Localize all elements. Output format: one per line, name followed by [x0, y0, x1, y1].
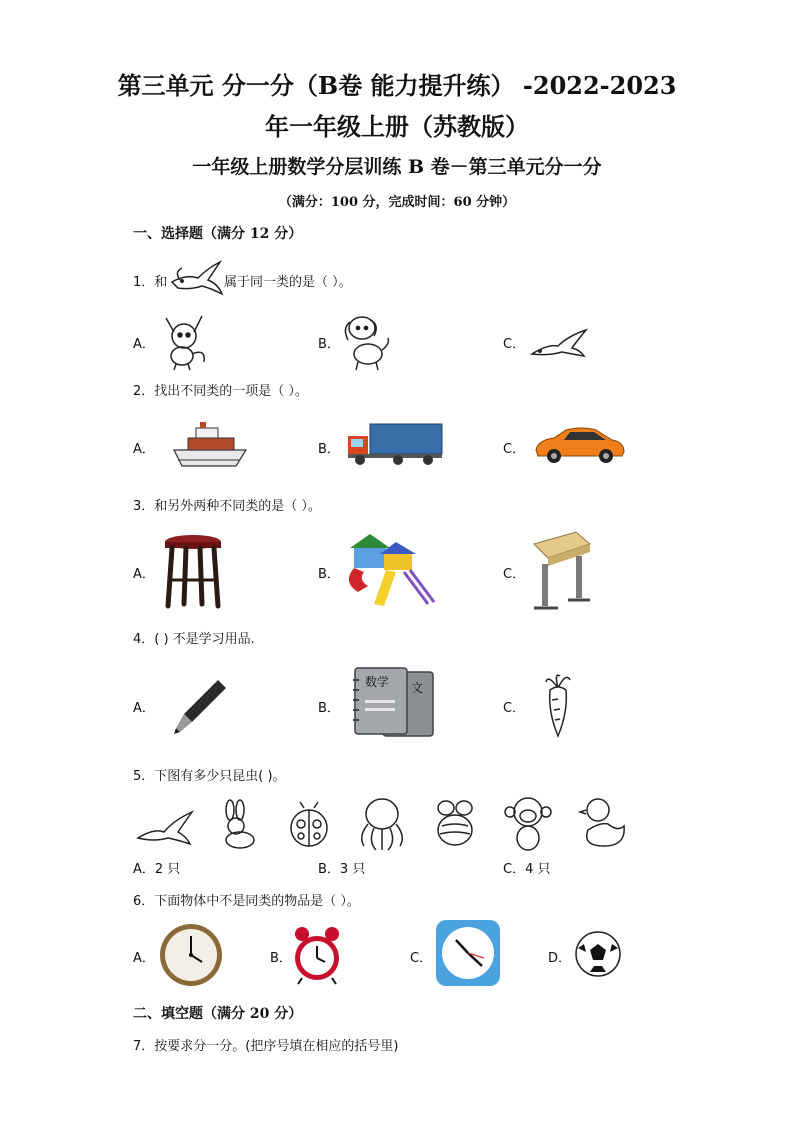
puppy-icon — [340, 310, 394, 372]
ladybug-icon — [286, 800, 332, 850]
question-2: 2．找出不同类的一项是（ ）。 — [133, 384, 308, 399]
carrot-icon — [540, 672, 576, 738]
question-1-prefix: 1．和 — [133, 275, 168, 290]
q3-option-b[interactable]: B． — [318, 567, 340, 582]
ship-icon — [170, 420, 250, 470]
alarm-clock-icon — [292, 924, 342, 986]
section-heading-fill: 二、填空题（满分 20 分） — [133, 1006, 303, 1022]
q4-option-a[interactable]: A． — [133, 701, 155, 716]
question-5: 5．下图有多少只昆虫( )。 — [133, 769, 286, 784]
question-3: 3．和另外两种不同类的是（ ）。 — [133, 499, 321, 514]
chinese-book-label: 文 — [411, 681, 424, 695]
soccer-ball-icon — [574, 930, 622, 978]
rabbit-icon — [218, 800, 258, 850]
q1-option-a[interactable]: A． — [133, 337, 155, 352]
q6-option-d[interactable]: D． — [548, 951, 572, 966]
octopus-icon — [356, 796, 408, 852]
q3-option-c[interactable]: C． — [503, 567, 526, 582]
fox-icon — [158, 310, 210, 372]
swallow-icon — [168, 254, 224, 302]
question-1-suffix: 属于同一类的是（ ）。 — [224, 275, 352, 290]
duck-icon — [578, 794, 628, 850]
wall-clock-icon — [158, 922, 224, 988]
playground-slide-icon — [344, 532, 438, 608]
subtitle: 一年级上册数学分层训练 B 卷－第三单元分一分 — [192, 156, 602, 178]
q4-option-b[interactable]: B． — [318, 701, 340, 716]
square-clock-icon — [434, 918, 502, 988]
q5-option-a[interactable]: A．2 只 — [133, 862, 181, 877]
monkey-icon — [502, 794, 554, 854]
stool-icon — [162, 534, 224, 610]
swallow-icon — [528, 320, 590, 360]
q6-option-c[interactable]: C． — [410, 951, 433, 966]
q2-option-b[interactable]: B． — [318, 442, 340, 457]
textbooks-icon — [353, 666, 435, 738]
q2-option-a[interactable]: A． — [133, 442, 155, 457]
question-6: 6．下面物体中不是同类的物品是（ ）。 — [133, 894, 360, 909]
q6-option-a[interactable]: A． — [133, 951, 155, 966]
title-line-1: 第三单元 分一分（B卷 能力提升练） -2022-2023 — [117, 71, 677, 100]
math-book-label: 数学 — [365, 675, 390, 689]
exam-info: （满分：100 分，完成时间：60 分钟） — [278, 195, 516, 210]
bee-icon — [430, 798, 480, 852]
q6-option-b[interactable]: B． — [270, 951, 292, 966]
q5-option-b[interactable]: B．3 只 — [318, 862, 366, 877]
section-heading-choice: 一、选择题（满分 12 分） — [133, 226, 303, 242]
car-icon — [532, 424, 626, 464]
title-line-2: 年一年级上册（苏教版） — [265, 112, 529, 141]
q4-option-c[interactable]: C． — [503, 701, 526, 716]
q5-option-c[interactable]: C．4 只 — [503, 862, 551, 877]
truck-icon — [346, 422, 444, 466]
q2-option-c[interactable]: C． — [503, 442, 526, 457]
pen-icon — [170, 676, 230, 736]
swallow-icon — [136, 806, 196, 848]
q1-option-c[interactable]: C． — [503, 337, 526, 352]
school-desk-icon — [528, 530, 592, 612]
question-7: 7．按要求分一分。(把序号填在相应的括号里) — [133, 1039, 399, 1054]
question-4: 4．( ) 不是学习用品. — [133, 632, 255, 647]
q3-option-a[interactable]: A． — [133, 567, 155, 582]
q1-option-b[interactable]: B． — [318, 337, 340, 352]
